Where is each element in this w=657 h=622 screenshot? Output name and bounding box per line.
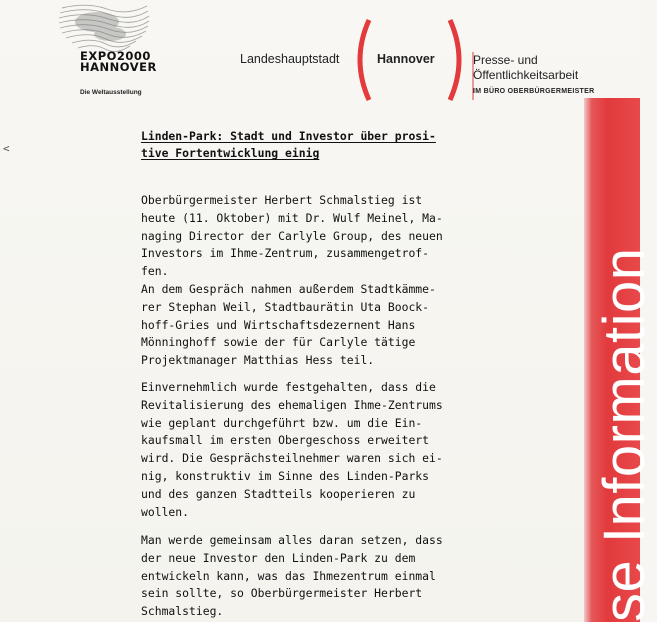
text-line: Oberbürgermeister Herbert Schmalstieg ist — [141, 193, 423, 207]
expo-line-2: HANNOVER — [80, 60, 157, 74]
text-line: heute (11. Oktober) mit Dr. Wulf Meinel, Ma- — [141, 210, 443, 225]
text-line: An dem Gespräch nahmen außerdem Stadtkämme- — [141, 281, 436, 296]
dept-line-1: Presse- und — [473, 53, 538, 67]
dept-line-3: IM BÜRO OBERBÜRGERMEISTER — [473, 88, 595, 95]
paragraph-3 — [141, 532, 491, 621]
text-line: Man werde gemeinsam alles daran setzen, dass — [141, 533, 443, 547]
dept-line-2: Öffentlichkeitsarbeit — [473, 68, 579, 82]
text-line: Investors im Ihme-Zentrum, zusammengetrof- — [141, 246, 430, 261]
text-line: und des ganzen Stadtteils kooperieren zu — [141, 486, 416, 501]
headline-line: tive Fortentwicklung einig — [141, 146, 320, 160]
text-line: der neue Investor den Linden-Park zu dem — [141, 550, 416, 565]
side-banner-text: se Information — [592, 247, 657, 622]
text-line: wollen. — [141, 504, 190, 519]
text-line: Revitalisierung des ehemaligen Ihme-Zentrums — [141, 397, 443, 412]
text-line: kaufsmall im ersten Obergeschoss erweitert — [141, 433, 430, 448]
text-line: rer Stephan Weil, Stadtbaurätin Uta Boock- — [141, 299, 430, 314]
text-line: entwickeln kann, was das Ihmezentrum einmal — [141, 568, 436, 583]
text-line: wie geplant durchgeführt bzw. um die Ein- — [141, 415, 423, 430]
city-prefix: Landeshauptstadt — [240, 52, 340, 66]
article-headline — [141, 128, 486, 162]
text-line: fen. — [141, 264, 169, 279]
expo-subtitle: Die Weltausstellung — [80, 89, 142, 96]
headline-line: Linden-Park: Stadt und Investor über prosi- — [141, 129, 436, 143]
text-line: Mönninghoff sowie der für Carlyle tätige — [141, 335, 416, 350]
paragraph-2 — [141, 379, 491, 521]
margin-mark: < — [3, 142, 10, 155]
text-line: nig, konstruktiv im Sinne des Linden-Parks — [141, 468, 430, 483]
text-line: hoff-Gries und Wirtschaftsdezernent Hans — [141, 317, 416, 332]
text-line: sein sollte, so Oberbürgermeister Herbert — [141, 586, 423, 601]
expo-line-1: EXPO2000 — [80, 49, 151, 63]
press-department — [473, 53, 594, 99]
text-line: naging Director der Carlyle Group, des neuen — [141, 228, 443, 243]
expo-logo-text — [80, 51, 157, 73]
text-line: wird. Die Gesprächsteilnehmer waren sich ei- — [141, 451, 443, 466]
text-line: Einvernehmlich wurde festgehalten, dass die — [141, 380, 436, 394]
city-name: Hannover — [377, 52, 435, 66]
paragraph-1 — [141, 192, 491, 370]
text-line: Schmalstieg. — [141, 604, 224, 619]
text-line: Projektmanager Matthias Hess teil. — [141, 353, 375, 368]
